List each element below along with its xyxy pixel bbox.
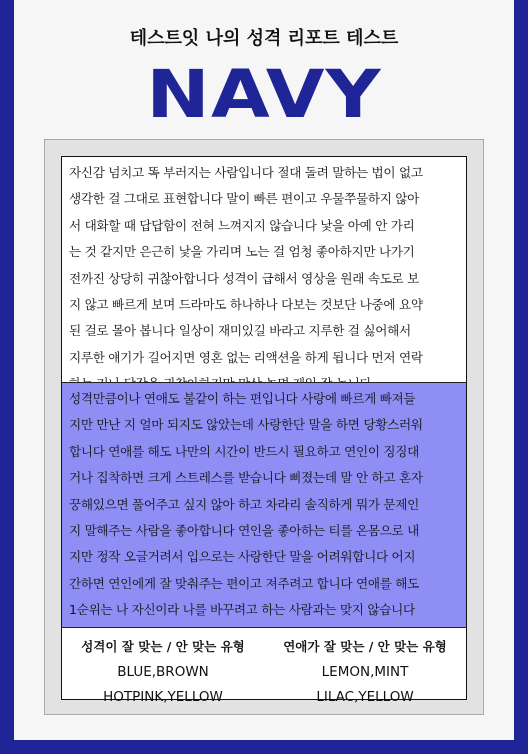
romance-line: 지만 정작 오글거려서 입으로는 사랑한단 말을 어려워합니다 어지 bbox=[69, 549, 416, 565]
personality-line: 된 걸로 몰아 봅니다 일상이 재미있길 바라고 지루한 걸 싫어해서 bbox=[69, 323, 411, 339]
romance-description bbox=[62, 382, 466, 628]
result-color-name: NAVY bbox=[146, 56, 382, 133]
personality-line: 지 않고 빠르게 보며 드라마도 하나하나 다보는 것보단 나중에 요약 bbox=[69, 297, 423, 313]
report-inner-box bbox=[61, 156, 467, 705]
match-section bbox=[62, 628, 466, 705]
personality-line: 지루한 얘기가 길어지면 영혼 없는 리액션을 하게 됩니다 먼저 연락 bbox=[69, 349, 423, 365]
personality-good-match: BLUE,BROWN bbox=[117, 664, 209, 680]
romance-match-heading: 연애가 잘 맞는 / 안 맞는 유형 bbox=[283, 639, 447, 654]
personality-line: 서 대화할 때 답답함이 전혀 느껴지지 않습니다 낯을 아예 안 가리 bbox=[69, 217, 415, 233]
personality-match-heading: 성격이 잘 맞는 / 안 맞는 유형 bbox=[81, 639, 245, 654]
romance-line: 간하면 연인에게 잘 맞춰주는 편이고 져주려고 합니다 연애를 해도 bbox=[69, 575, 419, 591]
romance-line: 합니다 연애를 해도 나만의 시간이 반드시 필요하고 연인이 징징대 bbox=[69, 443, 419, 459]
personality-line: 전까진 상당히 귀찮아합니다 성격이 급해서 영상을 원래 속도로 보 bbox=[69, 270, 419, 286]
page-title: 테스트잇 나의 성격 리포트 테스트 bbox=[129, 28, 399, 49]
romance-line: 1순위는 나 자신이라 나를 바꾸려고 하는 사람과는 맞지 않습니다 bbox=[69, 602, 415, 618]
personality-description bbox=[62, 157, 466, 382]
personality-line: 는 것 같지만 은근히 낯을 가리며 노는 걸 엄청 좋아하지만 나가기 bbox=[69, 244, 415, 260]
romance-good-match: LEMON,MINT bbox=[321, 664, 409, 680]
romance-line: 성격만큼이나 연애도 불같이 하는 편입니다 사랑에 빠르게 빠져들 bbox=[69, 391, 416, 406]
romance-line: 거나 집착하면 크게 스트레스를 받습니다 삐졌는데 말 안 하고 혼자 bbox=[69, 470, 423, 486]
personality-line: 자신감 넘치고 똑 부러지는 사람입니다 절대 돌려 말하는 법이 없고 bbox=[69, 165, 423, 180]
report-card bbox=[44, 139, 484, 715]
report-page bbox=[14, 0, 514, 740]
romance-match-column bbox=[264, 628, 466, 705]
romance-line: 꿍해있으면 풀어주고 싶지 않아 하고 차라리 솔직하게 뭐가 문제인 bbox=[69, 496, 419, 512]
romance-line: 지 말해주는 사람을 좋아합니다 연인을 좋아하는 티를 온몸으로 내 bbox=[69, 523, 419, 539]
personality-match-column bbox=[62, 628, 264, 705]
romance-bad-match: LILAC,YELLOW bbox=[316, 689, 414, 705]
romance-line: 지만 만난 지 얼마 되지도 않았는데 사랑한단 말을 하면 당황스러워 bbox=[69, 417, 423, 433]
personality-line: 생각한 걸 그대로 표현합니다 말이 빠른 편이고 우물쭈물하지 않아 bbox=[69, 191, 419, 207]
personality-bad-match: HOTPINK,YELLOW bbox=[103, 689, 223, 705]
